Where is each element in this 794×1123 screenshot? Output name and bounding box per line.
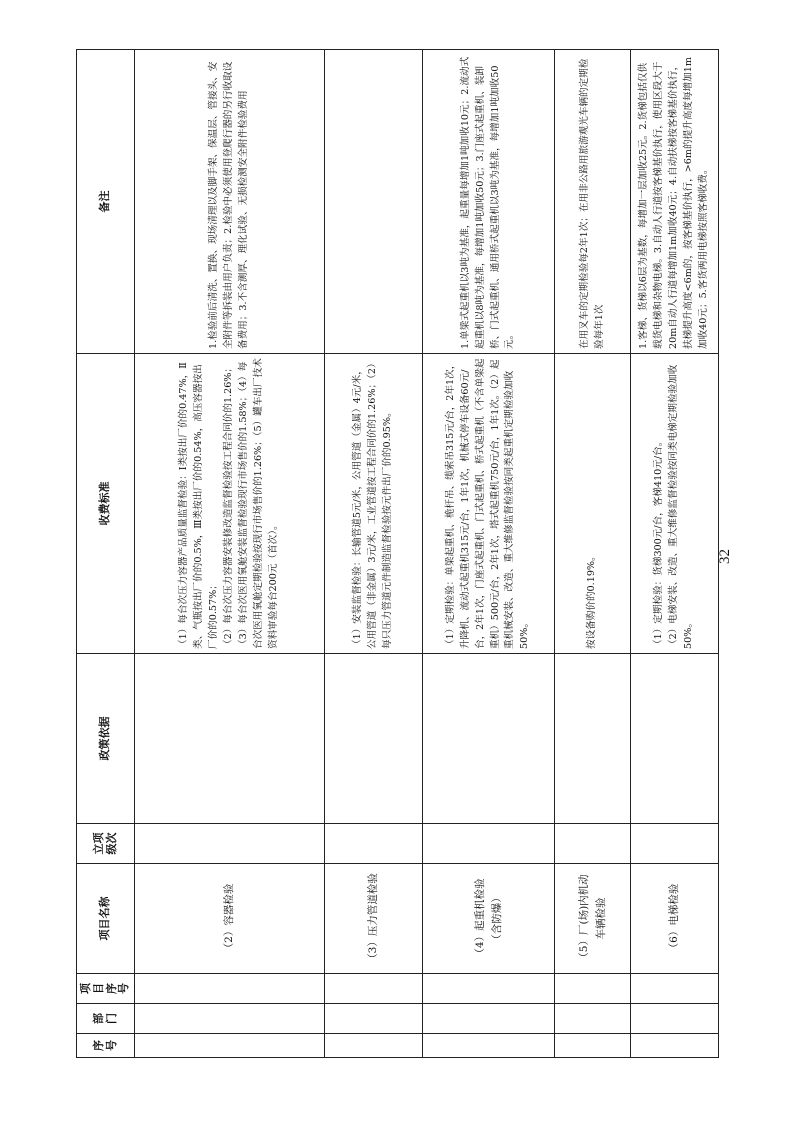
cell-basis <box>423 654 555 824</box>
cell-item-name: （6）电梯检验 <box>631 864 719 974</box>
cell-remark: 在用叉车的定期检验每2年1次；在用非公路用旅游观光车辆的定期检验每年1次 <box>555 50 631 354</box>
table-row <box>325 50 423 1058</box>
cell-level <box>423 824 555 864</box>
cell-dept <box>325 1004 423 1034</box>
col-remark: 备注 <box>77 50 135 354</box>
cell-level <box>325 824 423 864</box>
cell-remark: 1.检验前后清洗、置换、现场清理以及脚手架、保温层、管接头、安全附件等拆装由用户负责；2.检验中必须使用登爬行器的另行收取设备费用；3.不含测厚、理化试验、无损检测安全附件检验费用 <box>135 50 325 354</box>
cell-standard: （1）定期检验：单梁起重机、桅杆吊、缆索吊315元/台，2年1次，升降机、流动式起重机315元/台，1年1次，机械式停车设备60元/台，2年1次，门座式起重机、门式起重机、桥式起重机（不含单梁起重机）500元/台，2年1次，塔式起重机750元/台，1年1次。（2）起重机械安装、改造、重大维修监督检验按同类起重机定期检验加收50%。 <box>423 354 555 654</box>
cell-standard: （1）安装监督检验：长输管道5元/米，公用管道（金属）4元/米，公用管道（非金属）3元/米，工业管道按工程合同价的1.26%；（2）每只压力管道元件制造监督检验按元件出厂价的0.95%。 <box>325 354 423 654</box>
cell-remark <box>325 50 423 354</box>
cell-standard: 按设备购价的0.19%。 <box>555 354 631 654</box>
cell-seq <box>631 1034 719 1058</box>
cell-seq <box>325 1034 423 1058</box>
cell-item-seq <box>135 974 325 1004</box>
col-item-seq: 项目 序号 <box>77 974 135 1004</box>
col-item-name: 项目名称 <box>77 864 135 974</box>
cell-basis <box>555 654 631 824</box>
cell-dept <box>631 1004 719 1034</box>
cell-item-seq <box>423 974 555 1004</box>
col-level: 立项 级次 <box>77 824 135 864</box>
cell-remark: 1.客梯、货梯以6层为基数，每增加一层加收25元。2.货梯包括仅供载货电梯和杂物电梯。3.自动人行道按客梯基价执行，使用区段大于20m自动人行道每增加1m加收40元；4.自动扶梯按客梯基价执行，扶梯提升高度<6m的，按客梯基价执行，>6m的提升高度每增加1m加收40元；5.客货两用电梯按照客梯收费。 <box>631 50 719 354</box>
cell-standard: （1）每台次压力容器产品质量监督检验：Ⅰ类按出厂价的0.47%，Ⅱ类、气瓶按出厂价的0.5%，Ⅲ类按出厂价的0.54%，高压容器按出厂价的0.57%； （2）每台次压力容器安装修改造监督检验按工程合同价的1.26%；（3）每台次医用氧舱安装监督检验现行市场售价的1.58%；（4）每台次医用氧舱定期检验按现行市场售价的1.26%；（5）罐车出厂技术资料审验每台200元（首次）。 <box>135 354 325 654</box>
header-row <box>77 50 135 1058</box>
cell-item-seq <box>555 974 631 1004</box>
cell-item-seq <box>325 974 423 1004</box>
cell-level <box>135 824 325 864</box>
col-dept: 部门 <box>77 1004 135 1034</box>
cell-remark: 1.单梁式起重机以3吨为基准，起重量每增加1吨加收10元；2.流动式起重机以8吨为基准，每增加1吨加收50元；3.门座式起重机、装卸桥、门式起重机、通用桥式起重机以3吨为基准，每增加1吨加收50元。 <box>423 50 555 354</box>
cell-standard: （1）定期检验：货梯300元/台，客梯410元/台。 （2）电梯安装、改造、重大维修监督检验按同类电梯定期检验加收50%。 <box>631 354 719 654</box>
cell-seq <box>423 1034 555 1058</box>
table-row <box>631 50 719 1058</box>
table-row <box>135 50 325 1058</box>
cell-item-seq <box>631 974 719 1004</box>
cell-level <box>555 824 631 864</box>
cell-item-name: （3）压力管道检验 <box>325 864 423 974</box>
cell-item-name: （4）起重机检验 （含防爆） <box>423 864 555 974</box>
table-row <box>423 50 555 1058</box>
cell-basis <box>325 654 423 824</box>
cell-basis <box>631 654 719 824</box>
cell-dept <box>555 1004 631 1034</box>
cell-item-name: （2）容器检验 <box>135 864 325 974</box>
table-row <box>555 50 631 1058</box>
cell-basis <box>135 654 325 824</box>
cell-seq <box>135 1034 325 1058</box>
cell-level <box>631 824 719 864</box>
cell-seq <box>555 1034 631 1058</box>
col-basis: 政策依据 <box>77 654 135 824</box>
cell-dept <box>135 1004 325 1034</box>
cell-dept <box>423 1004 555 1034</box>
fee-table-rotated <box>76 50 718 1058</box>
col-seq: 序号 <box>77 1034 135 1058</box>
cell-item-name: （5）厂(场)内机动 车辆检验 <box>555 864 631 974</box>
page-number: 32 <box>717 549 733 564</box>
col-standard: 收费标准 <box>77 354 135 654</box>
fee-standard-table <box>76 49 719 1058</box>
